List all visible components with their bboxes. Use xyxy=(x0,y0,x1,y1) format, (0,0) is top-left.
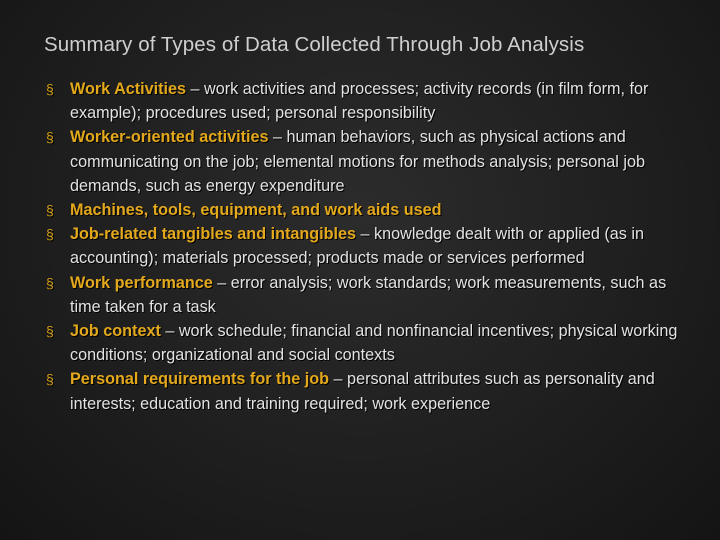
bullet-term: Machines, tools, equipment, and work aids used xyxy=(70,201,442,220)
bullet-item-personal-requirements xyxy=(46,367,686,415)
bullet-item-work-performance xyxy=(46,271,686,319)
bullet-marker-icon: § xyxy=(46,202,54,219)
bullet-term: Personal requirements for the job xyxy=(70,370,330,389)
bullet-description: – work activities and processes; activity records (in film form, for example); procedures used; personal responsibility xyxy=(70,80,649,123)
bullet-term: Work Activities xyxy=(70,80,187,98)
bullet-list xyxy=(46,77,686,416)
bullet-term: Worker-oriented activities xyxy=(70,128,269,147)
bullet-marker-icon: § xyxy=(46,226,54,243)
bullet-term: Work performance xyxy=(70,273,213,292)
bullet-item-machines-tools xyxy=(46,198,686,222)
bullet-description: – knowledge dealt with or applied (as in accounting); materials processed; products made or services performed xyxy=(70,225,644,268)
bullet-term: Job context xyxy=(70,322,161,341)
bullet-marker-icon: § xyxy=(46,371,54,388)
bullet-description: – error analysis; work standards; work measurements, such as time taken for a task xyxy=(70,273,667,316)
bullet-marker-icon: § xyxy=(46,274,54,291)
bullet-marker-icon: § xyxy=(46,129,54,146)
bullet-item-worker-oriented-activities xyxy=(46,125,686,198)
bullet-description: – work schedule; financial and nonfinancial incentives; physical working conditions; organizational and social contexts xyxy=(70,322,678,365)
bullet-item-job-context xyxy=(46,319,686,367)
slide-title: Summary of Types of Data Collected Through Job Analysis xyxy=(44,33,585,56)
bullet-marker-icon: § xyxy=(46,81,54,97)
bullet-term: Job-related tangibles and intangibles xyxy=(70,225,357,244)
bullet-item-work-activities xyxy=(46,77,686,125)
bullet-description: – human behaviors, such as physical actions and communicating on the job; elemental motions for methods analysis; personal job demands, such as energy expenditure xyxy=(70,128,645,195)
bullet-item-tangibles-intangibles xyxy=(46,222,686,270)
bullet-marker-icon: § xyxy=(46,323,54,340)
bullet-description: – personal attributes such as personality and interests; education and training required; work experience xyxy=(70,370,655,413)
